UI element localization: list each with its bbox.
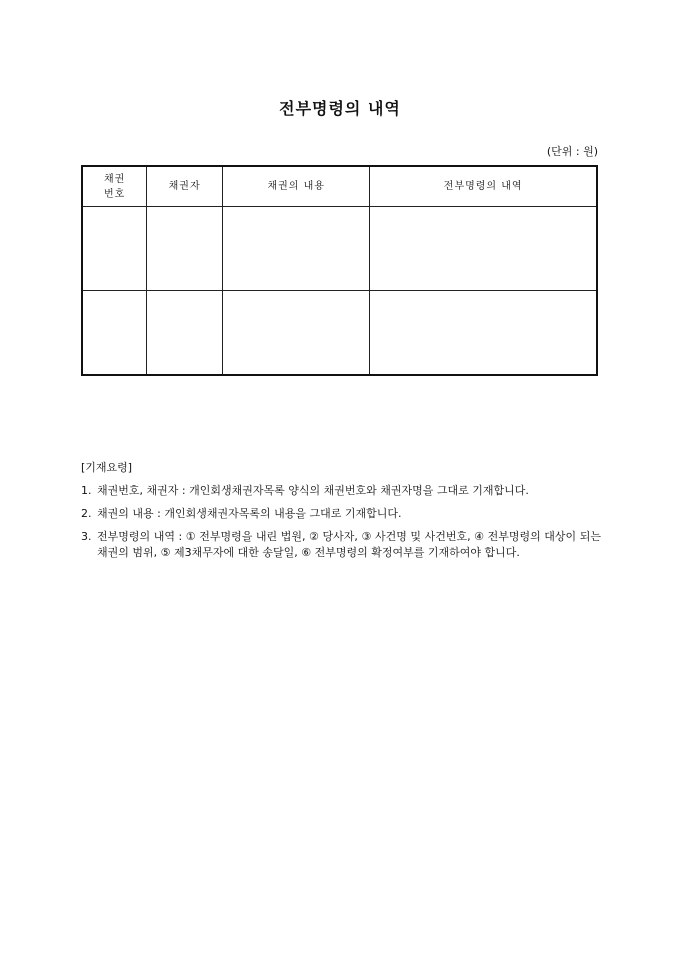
table-cell [82,207,147,291]
instruction-text: 전부명령의 내역 : ① 전부명령을 내린 법원, ② 당사자, ③ 사건명 및 사건번호, ④ 전부명령의 대상이 되는 채권의 범위, ⑤ 제3채무자에 대한 송달일, ⑥ 전부명령의 확정여부를 기재하여야 합니다. [97,530,601,559]
instruction-number: 3. [81,530,92,543]
header-garnishment-details: 전부명령의 내역 [370,166,597,207]
instruction-number: 1. [81,484,92,497]
header-creditor: 채권자 [147,166,223,207]
instructions-heading: [기재요령] [81,461,133,474]
instruction-item [81,483,601,499]
table-cell [370,207,597,291]
table-header-row [82,166,597,207]
instruction-item [81,506,601,522]
filling-instructions [81,460,601,568]
table-cell [222,207,369,291]
instruction-text: 채권번호, 채권자 : 개인회생채권자목록 양식의 채권번호와 채권자명을 그대로 기재합니다. [97,484,529,497]
table-row [82,207,597,291]
instruction-number: 2. [81,507,92,520]
unit-label: (단위 : 원) [546,145,598,158]
garnishment-table [81,165,598,376]
table-row [82,291,597,376]
header-claim-number: 채권 번호 [82,166,147,207]
instruction-item [81,529,601,561]
table-cell [147,291,223,376]
instruction-text: 채권의 내용 : 개인회생채권자목록의 내용을 그대로 기재합니다. [97,507,402,520]
table-cell [82,291,147,376]
header-claim-content: 채권의 내용 [222,166,369,207]
table-cell [222,291,369,376]
table-cell [370,291,597,376]
table-cell [147,207,223,291]
document-title: 전부명령의 내역 [279,99,401,118]
